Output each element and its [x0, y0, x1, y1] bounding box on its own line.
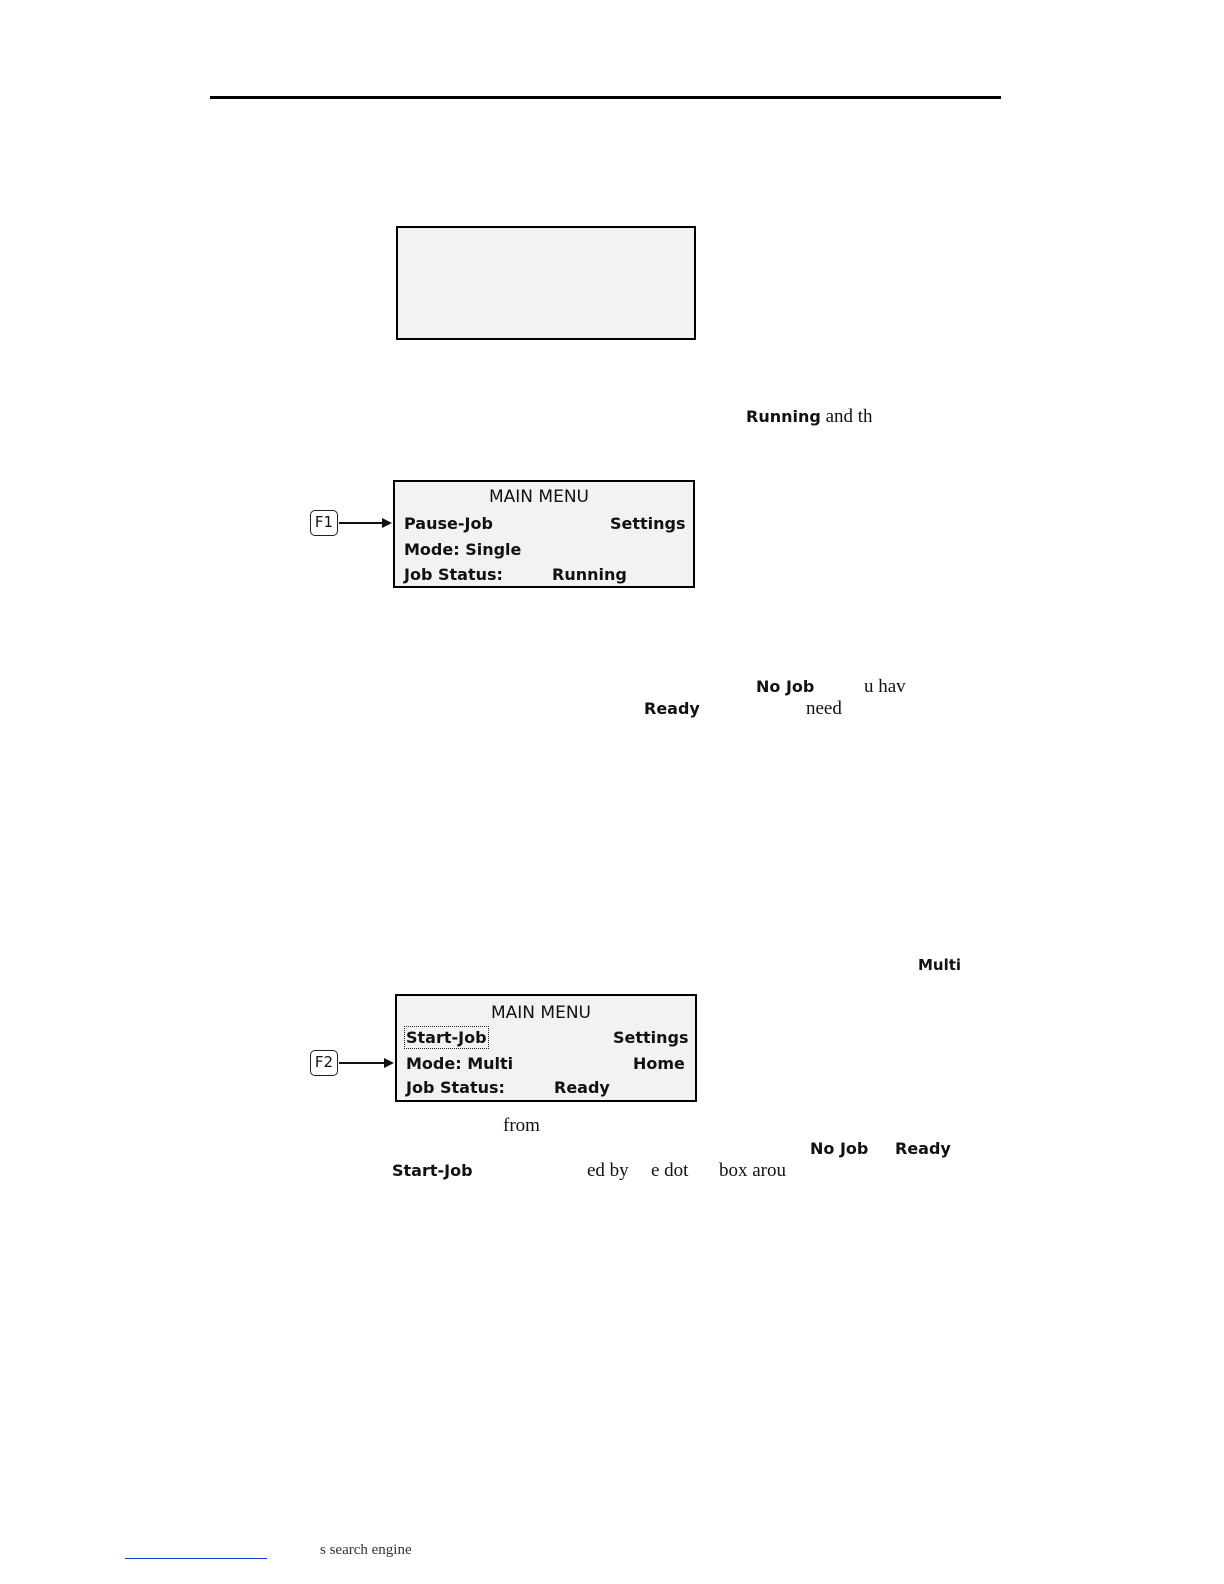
bottom-nojob-term: No Job [810, 1139, 869, 1158]
f2-arrow-line [339, 1062, 385, 1064]
bottom-ready [895, 1138, 951, 1160]
f1-key-icon: F1 [310, 510, 338, 536]
running-rest: and th [825, 406, 873, 427]
job-status-label: Job Status: [404, 565, 503, 584]
ready-line2-rest: need [806, 698, 842, 719]
settings-button[interactable]: Settings [610, 514, 686, 533]
f1-arrow-line [339, 522, 383, 524]
start-job-button[interactable]: Start-Job [406, 1028, 487, 1047]
nojob-term: No Job [756, 677, 815, 696]
display1-title: MAIN MENU [489, 487, 589, 507]
multi-fragment [918, 954, 961, 976]
bottom-frag1: ed by [587, 1160, 629, 1181]
main-menu-display-single [393, 480, 695, 588]
bottom-startjob-term: Start-Job [392, 1161, 473, 1180]
f2-key-icon: F2 [310, 1050, 338, 1076]
blank-display-panel [396, 226, 696, 340]
header-rule [210, 96, 1001, 99]
multi-term: Multi [918, 956, 962, 974]
footer-text: s search engine [320, 1542, 412, 1558]
running-term: Running [746, 407, 821, 426]
display2-title: MAIN MENU [491, 1003, 591, 1023]
bottom-frag3: box arou [719, 1160, 787, 1181]
bottom-nojob [810, 1138, 868, 1160]
settings-button[interactable]: Settings [613, 1028, 689, 1047]
f1-arrow-head-icon [382, 518, 392, 528]
job-status-value: Ready [554, 1078, 610, 1097]
mode-line: Mode: Multi [406, 1054, 514, 1073]
home-button[interactable]: Home [633, 1054, 685, 1073]
bottom-startjob [392, 1160, 473, 1182]
running-paragraph-fragment [746, 406, 873, 428]
bottom-frag2: e dot [651, 1160, 689, 1181]
mode-line: Mode: Single [404, 540, 522, 559]
nojob-line1 [756, 676, 814, 698]
job-status-value: Running [552, 565, 627, 584]
job-status-label: Job Status: [406, 1078, 505, 1097]
ready-term: Ready [644, 699, 700, 718]
from-fragment: from [503, 1115, 540, 1136]
ready-line2 [644, 698, 700, 720]
pause-job-button[interactable]: Pause-Job [404, 514, 493, 533]
nojob-line1-rest: u hav [864, 676, 906, 697]
footer-link-underline[interactable] [125, 1558, 267, 1559]
main-menu-display-multi [395, 994, 697, 1102]
f2-arrow-head-icon [384, 1058, 394, 1068]
bottom-ready-term: Ready [895, 1139, 951, 1158]
